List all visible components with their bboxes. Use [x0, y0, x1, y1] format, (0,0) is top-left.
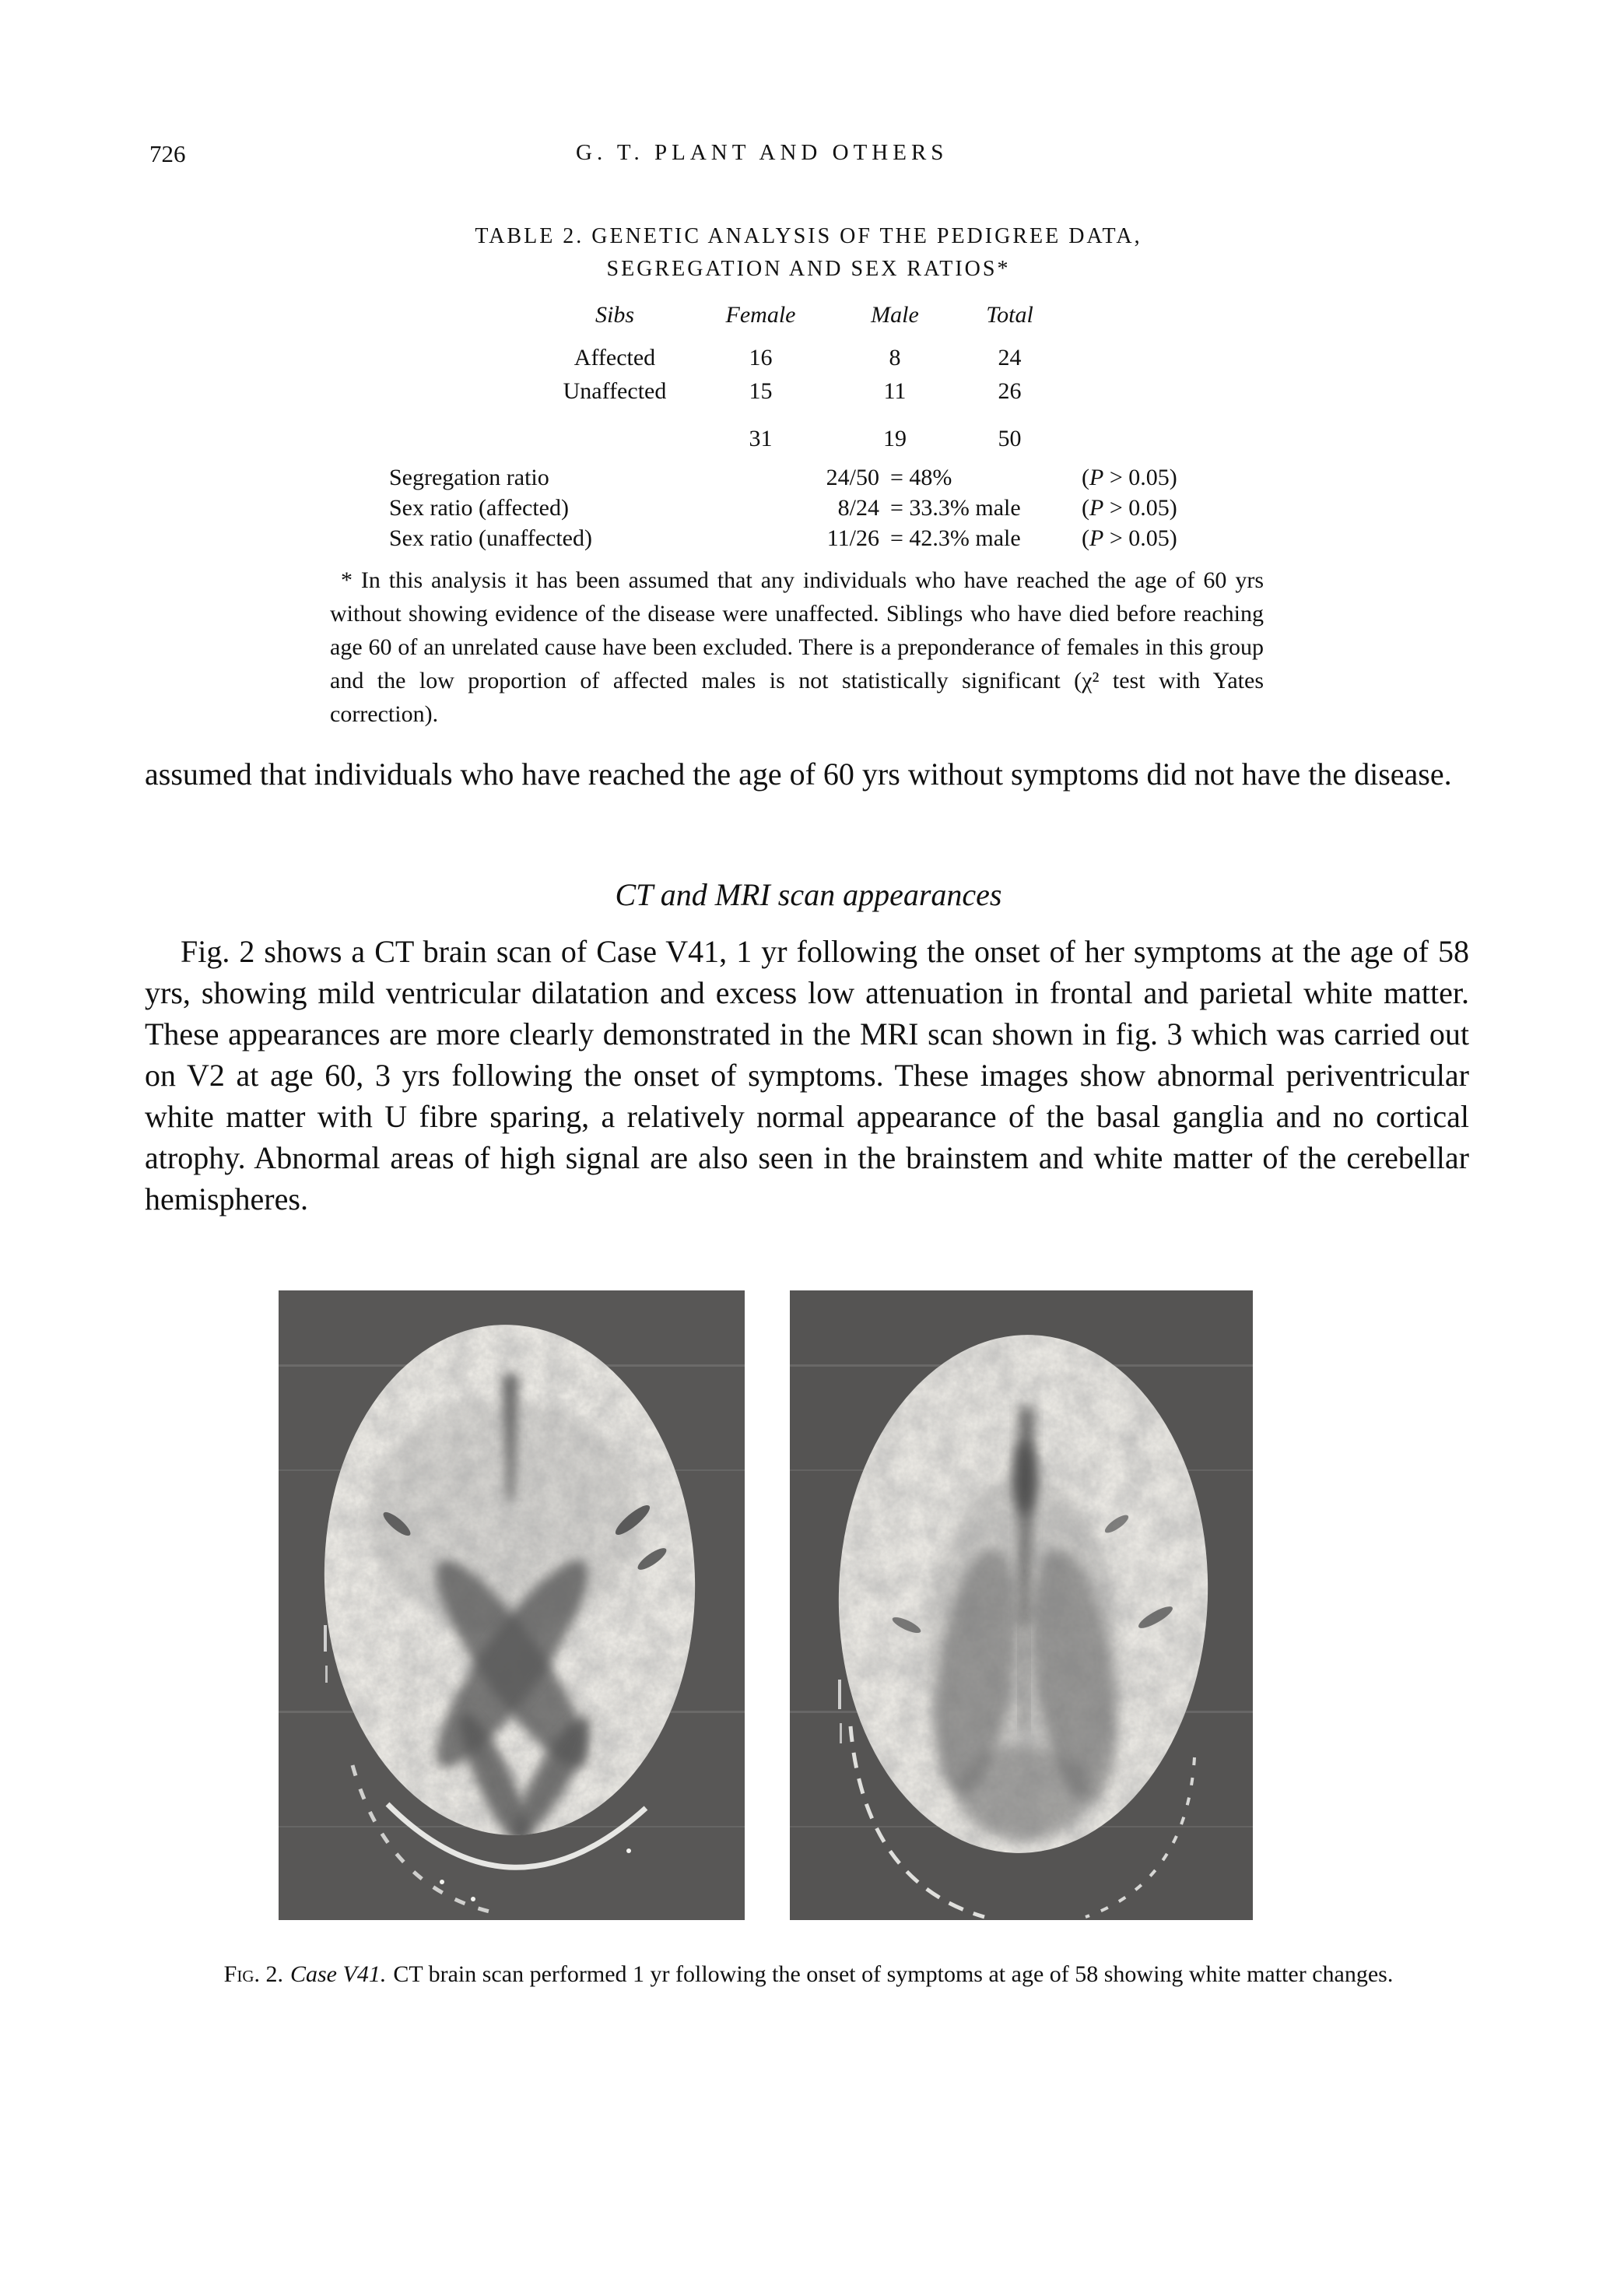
total-male: 19: [883, 426, 907, 451]
table-row: [545, 341, 1066, 374]
paragraph-continuation: assumed that individuals who have reached the age of 60 yrs without symptoms did not have the disease.: [145, 757, 1452, 792]
totals-spacer: [545, 422, 685, 455]
figure-caption-label: Fig. 2.: [223, 1961, 283, 1987]
col-header-female: Female: [725, 302, 796, 328]
table-footnote: * In this analysis it has been assumed that any individuals who have reached the age of 60 yrs without showing evidence of the disease were unaffected. Siblings who have died before reaching age 60 of an unrelated cause have been excluded. There is a preponderance of females in this group and the low proportion of affected males is not statistically significant (χ² test with Yates correction).: [330, 567, 1264, 727]
col-header-male: Male: [871, 302, 919, 328]
total-total: 50: [998, 426, 1022, 451]
col-header-sibs: Sibs: [595, 302, 634, 328]
row-label: Unaffected: [563, 378, 667, 404]
figure-2-ct-scans: [279, 1290, 1253, 1920]
total-female: 31: [749, 426, 773, 451]
genetics-table: [545, 298, 1066, 455]
ratio-list: [389, 462, 1177, 553]
cell-total: 26: [998, 378, 1022, 404]
running-head: G. T. PLANT AND OTHERS: [576, 140, 949, 165]
page-number: 726: [149, 140, 186, 167]
ratio-label: Segregation ratio: [389, 465, 549, 490]
table-totals-row: [545, 422, 1066, 455]
cell-male: 8: [889, 345, 901, 370]
table-title-line2: SEGREGATION AND SEX RATIOS*: [606, 257, 1011, 281]
ratio-pvalue: (P > 0.05): [1082, 495, 1177, 521]
ratio-result: = 42.3% male: [890, 525, 1021, 551]
ct-scan-right-image: [790, 1290, 1253, 1920]
ratio-row: [389, 462, 1177, 493]
ratio-fraction: 24/50: [826, 465, 879, 490]
row-label: Affected: [573, 345, 656, 370]
ratio-label: Sex ratio (unaffected): [389, 525, 592, 551]
table-row: [545, 374, 1066, 408]
ct-scan-left-image: [279, 1290, 745, 1920]
table-title-line1: TABLE 2. GENETIC ANALYSIS OF THE PEDIGREE DATA,: [475, 224, 1142, 248]
cell-total: 24: [998, 345, 1022, 370]
ratio-pvalue: (P > 0.05): [1082, 525, 1177, 551]
section-heading: CT and MRI scan appearances: [615, 877, 1002, 912]
table-header-row: [545, 298, 1066, 332]
ratio-label: Sex ratio (affected): [389, 495, 569, 521]
col-header-total: Total: [986, 302, 1033, 328]
figure-caption-case: Case V41.: [290, 1961, 387, 1987]
cell-female: 16: [749, 345, 773, 370]
cell-male: 11: [883, 378, 907, 404]
cell-female: 15: [749, 378, 773, 404]
figure-caption: [202, 1958, 1415, 1991]
ratio-result: = 33.3% male: [890, 495, 1021, 521]
ratio-result: = 48%: [890, 465, 952, 490]
paragraph-ct-mri: Fig. 2 shows a CT brain scan of Case V41, 1 yr following the onset of her symptoms at the age of 58 yrs, showing mild ventricular dilatation and excess low attenuation in frontal and parietal white matter. These appearances are more clearly demonstrated in the MRI scan shown in fig. 3 which was carried out on V2 at age 60, 3 yrs following the onset of symptoms. These images show abnormal periventricular white matter with U fibre sparing, a relatively normal appearance of the basal ganglia and no cortical atrophy. Abnormal areas of high signal are also seen in the brainstem and white matter of the cerebellar hemispheres.: [145, 934, 1469, 1216]
ratio-pvalue: (P > 0.05): [1082, 465, 1177, 490]
ratio-fraction: 8/24: [837, 495, 879, 521]
ratio-row: [389, 523, 1177, 553]
ratio-row: [389, 493, 1177, 523]
figure-caption-text: CT brain scan performed 1 yr following the onset of symptoms at age of 58 showing white matter changes.: [393, 1961, 1394, 1987]
ratio-fraction: 11/26: [826, 525, 879, 551]
